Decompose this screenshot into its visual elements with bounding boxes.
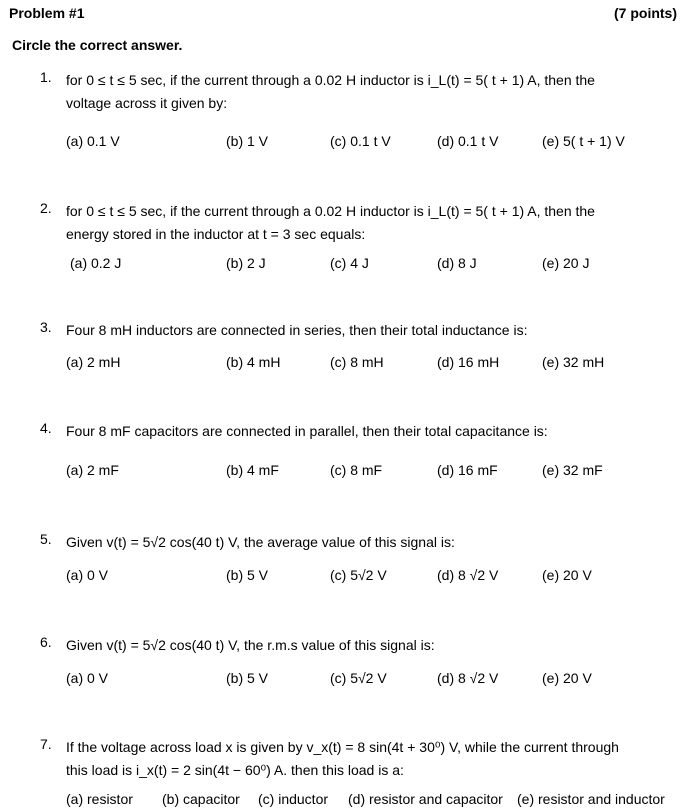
option-c[interactable]: (c) 0.1 t V xyxy=(330,133,391,149)
option-a[interactable]: (a) 0.1 V xyxy=(66,133,120,149)
question-line-2: this load is i_x(t) = 2 sin(4t − 60⁰) A. then this load is a: xyxy=(66,762,404,778)
question-line-1: for 0 ≤ t ≤ 5 sec, if the current through a 0.02 H inductor is i_L(t) = 5( t + 1) A, then the xyxy=(66,203,595,219)
question-text xyxy=(66,69,686,115)
question-text xyxy=(66,319,686,342)
option-d[interactable]: (d) 8 J xyxy=(437,255,477,271)
question-number: 2. xyxy=(40,200,52,216)
option-b[interactable]: (b) 4 mF xyxy=(226,462,279,478)
option-e[interactable]: (e) 20 J xyxy=(542,255,590,271)
question-text xyxy=(66,736,686,782)
question-line-1: for 0 ≤ t ≤ 5 sec, if the current through a 0.02 H inductor is i_L(t) = 5( t + 1) A, then the xyxy=(66,72,595,88)
option-c[interactable]: (c) 8 mF xyxy=(330,462,383,478)
question-number: 4. xyxy=(40,420,52,436)
problem-title: Problem #1 xyxy=(9,5,85,21)
option-c[interactable]: (c) 5√2 V xyxy=(330,670,387,686)
question-number: 5. xyxy=(40,531,52,547)
option-e[interactable]: (e) 32 mF xyxy=(542,462,603,478)
option-c[interactable]: (c) 5√2 V xyxy=(330,567,387,583)
question-number: 1. xyxy=(40,69,52,85)
option-d[interactable]: (d) 0.1 t V xyxy=(437,133,499,149)
option-c[interactable]: (c) 4 J xyxy=(330,255,369,271)
option-d[interactable]: (d) 8 √2 V xyxy=(437,670,499,686)
option-a[interactable]: (a) 2 mH xyxy=(66,354,121,370)
question-number: 6. xyxy=(40,634,52,650)
option-a[interactable]: (a) resistor xyxy=(66,791,133,807)
instruction: Circle the correct answer. xyxy=(12,37,183,53)
option-b[interactable]: (b) 2 J xyxy=(226,255,266,271)
option-a[interactable]: (a) 0 V xyxy=(66,567,109,583)
question-number: 3. xyxy=(40,319,52,335)
question-number: 7. xyxy=(40,736,52,752)
question-text xyxy=(66,634,686,657)
option-e[interactable]: (e) 20 V xyxy=(542,670,592,686)
option-a[interactable]: (a) 0.2 J xyxy=(70,255,122,271)
question-line-2: energy stored in the inductor at t = 3 sec equals: xyxy=(66,226,366,242)
option-a[interactable]: (a) 0 V xyxy=(66,670,109,686)
option-e[interactable]: (e) 5( t + 1) V xyxy=(542,133,625,149)
question-line-1: Given v(t) = 5√2 cos(40 t) V, the average value of this signal is: xyxy=(66,534,455,550)
option-b[interactable]: (b) capacitor xyxy=(162,791,240,807)
question-line-2: voltage across it given by: xyxy=(66,95,228,111)
option-c[interactable]: (c) inductor xyxy=(258,791,329,807)
points-label: (7 points) xyxy=(614,5,677,21)
option-d[interactable]: (d) 8 √2 V xyxy=(437,567,499,583)
option-e[interactable]: (e) 32 mH xyxy=(542,354,605,370)
option-b[interactable]: (b) 5 V xyxy=(226,670,269,686)
option-b[interactable]: (b) 4 mH xyxy=(226,354,281,370)
option-e[interactable]: (e) 20 V xyxy=(542,567,592,583)
question-line-1: Given v(t) = 5√2 cos(40 t) V, the r.m.s value of this signal is: xyxy=(66,637,435,653)
question-line-1: Four 8 mH inductors are connected in series, then their total inductance is: xyxy=(66,322,528,338)
question-text xyxy=(66,420,686,443)
question-text xyxy=(66,531,686,554)
option-d[interactable]: (d) 16 mF xyxy=(437,462,498,478)
option-e[interactable]: (e) resistor and inductor xyxy=(517,791,665,807)
option-d[interactable]: (d) 16 mH xyxy=(437,354,500,370)
option-a[interactable]: (a) 2 mF xyxy=(66,462,119,478)
question-text xyxy=(66,200,686,246)
option-b[interactable]: (b) 1 V xyxy=(226,133,269,149)
question-line-1: If the voltage across load x is given by v_x(t) = 8 sin(4t + 30⁰) V, while the current through xyxy=(66,739,619,755)
option-b[interactable]: (b) 5 V xyxy=(226,567,269,583)
option-c[interactable]: (c) 8 mH xyxy=(330,354,384,370)
option-d[interactable]: (d) resistor and capacitor xyxy=(348,791,503,807)
question-line-1: Four 8 mF capacitors are connected in parallel, then their total capacitance is: xyxy=(66,423,548,439)
